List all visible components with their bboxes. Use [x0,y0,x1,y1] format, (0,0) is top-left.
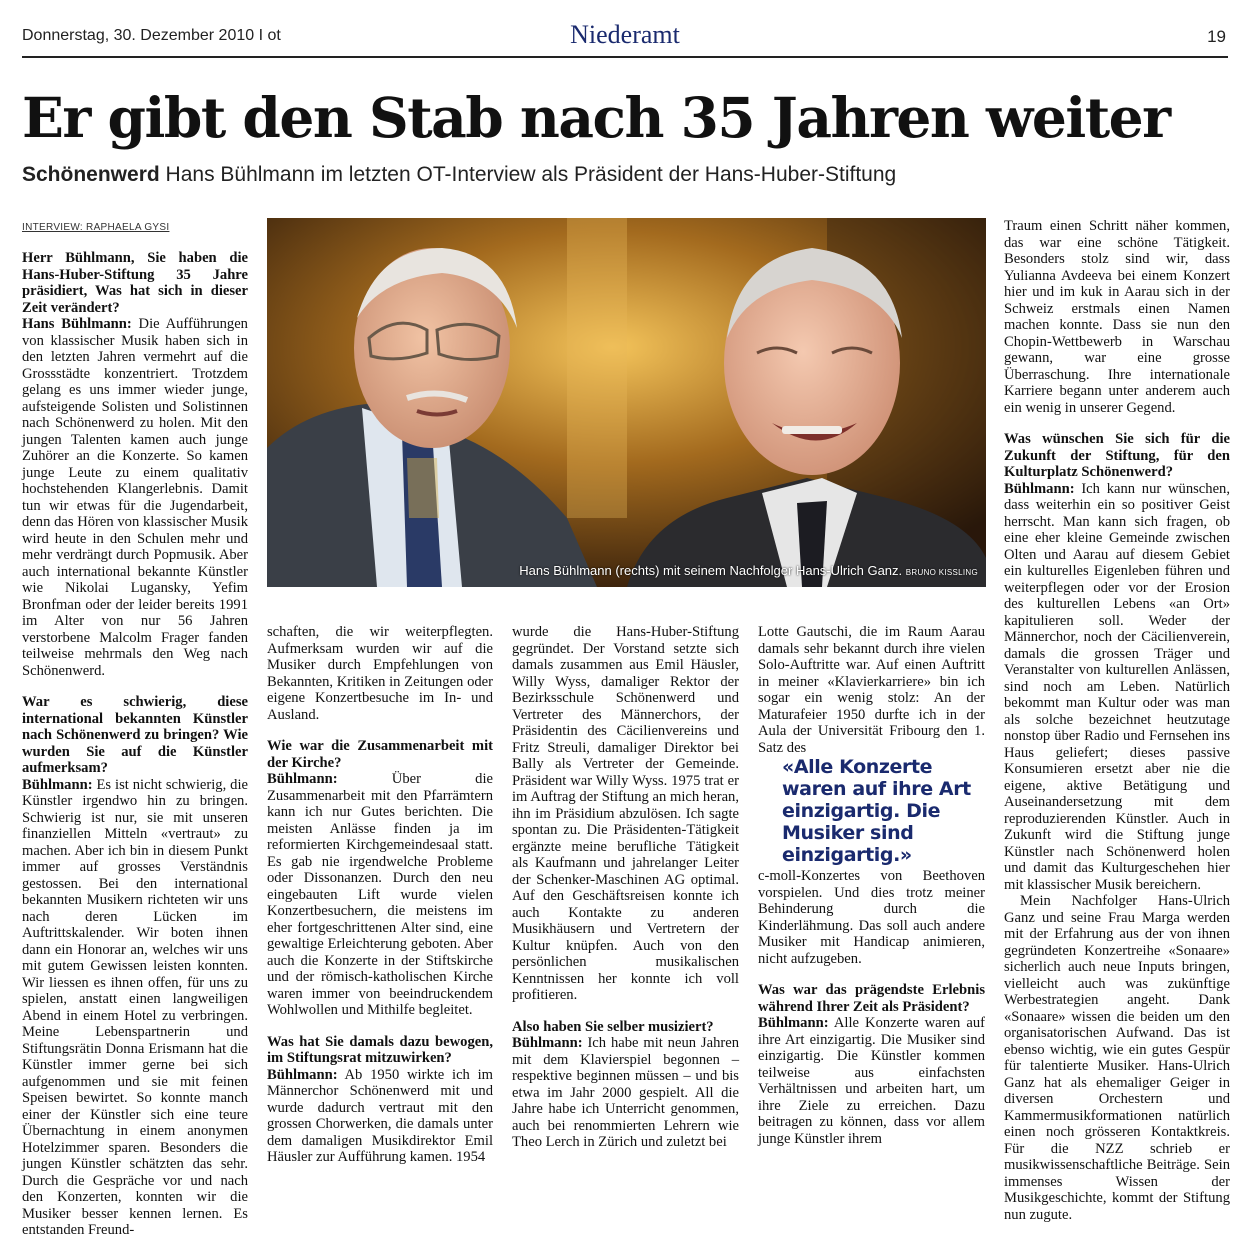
header-rule [22,56,1228,58]
speaker-label: Bühlmann: [758,1015,829,1031]
interview-answer [1004,481,1230,894]
interview-answer [267,1067,493,1166]
subhead [22,163,896,187]
photo-caption-bar [267,556,986,586]
answer-text: Ich habe mit neun Jahren mit dem Klavierspiel begonnen – respektive beginnen müssen – und bis etwa im Jahr 2000 gespielt. All die Jahre habe ich Unterricht genommen, auch bei renommierten Lehrern wie Theo Lerch in Zürich und zuletzt bei [512,1035,739,1150]
page-number: 19 [1207,27,1226,46]
column-3 [512,624,739,1151]
speaker-label: Bühlmann: [267,771,338,787]
interview-question: Was war das prägendste Erlebnis während Ihrer Zeit als Präsident? [758,982,985,1015]
answer-text: Ich kann nur wünschen, dass weiterhin ein so positiver Geist herrscht. Man kann sich fragen, ob eine eher kleine Gemeinde zwischen Olten und Aarau auf diesem Gebiet ein kulturelles Eigenleben führen und weiterpflegen oder vor der Erosion des kulturellen Lebens «an Ort» kapitulieren soll. Weder der Männerchor, noch der Cäcilienverein, damals die grossen Träger und Veranstalter von kulturellen Anlässen, sind noch am Leben. Natürlich bekommt man Kultur oder was man als solche bezeichnet heutzutage nonstop über Radio und Fernsehen ins Haus geliefert; dieses passive Konsumieren ersetzt aber nie die eigene, aktive Betätigung und Auseinandersetzung mit dem reproduzierenden Künstler. Auch in Zukunft wird die Stiftung junge Künstler nach Schönenwerd holen und damit das Kulturgeschehen hier mit klassischer Musik bereichern. [1004,480,1230,893]
answer-text: Über die Zusammenarbeit mit den Pfarrämtern kann ich nur Gutes berichten. Die meisten Anlässe finden ja im reformierten Kirchgemeindesaal statt. Es gab nie irgendwelche Probleme oder Dissonanzen. Durch den neu eingebauten Lift wurde vielen Konzertbesuchern, die meistens im eher fortgeschrittenen Alter sind, eine gewaltige Erleichterung geboten. Aber auch die Konzerte in der Stiftskirche und der römisch-katholischen Kirche waren immer von beeindruckendem Wohlwollen und Mithilfe begleitet. [267,771,493,1018]
photo-credit: BRUNO KISSLING [905,568,978,577]
speaker-label: Bühlmann: [22,776,93,793]
pull-quote: «Alle Konzerte waren auf ihre Art einzigartig. Die Musiker sind einzigartig.» [782,756,971,866]
interview-question: Was wünschen Sie sich für die Zukunft der Stiftung, für den Kulturplatz Schönenwerd? [1004,431,1230,480]
answer-text: Die Aufführungen von klassischer Musik haben sich in den letzten Jahren vermehrt auf die Grossstädte konzentriert. Trotzdem gelang es uns immer wieder junge, aufsteigende Solisten und Solistinnen nach Schönenwerd zu holen. Mit den jungen Talenten kamen auch junge Zuhörer an die Konzerte. So kamen junge Leute zu einem qualitativ hochstehenden Klangerlebnis. Damit tun wir etwas für die Jugendarbeit, denn das Hören von klassischer Musik wird heute in den Schulen mehr und mehr verdrängt durch Popmusik. Aber auch international bekannte Künstler wie Nikolai Lugansky, Yefim Bronfman oder der leider bereits 1991 im Alter von nur 56 Jahren verstorbene Malcolm Frager fanden teilweise mehrmals den Weg nach Schönenwerd. [22,316,248,679]
body-paragraph: c-moll-Konzertes von Beethoven vorspielen. Und dies trotz meiner Behinderung durch die Kinderlähmung. Das soll auch andere Musiker mit Handicap animieren, nicht aufzugeben. [758,868,985,967]
column-4-top [758,624,985,756]
answer-text: Es ist nicht schwierig, die Künstler irgendwo hin zu bringen. Schwierig ist nur, sie mit unseren finanziellen Mitteln «vertraut» zu machen. Aber ich bin in diesem Punkt immer auf grosses Verständnis gestossen. Bei den international bekannten Musikern richteten wir uns nach deren Lücken im Auftrittskalender. Wir boten ihnen dann ein Honorar an, welches wir uns mit gutem Gewissen leisten konnten. Wir liessen es ihnen offen, für uns zu spielen, anstatt einen langweiligen Abend in einem Hotel zu verbringen. Meine Lebenspartnerin und Stiftungsrätin Donna Erismann hat die Künstler immer gerne bei sich aufgenommen und sie mit feinen Speisen bewirtet. So konnte manch einer der Künstler sich eine teure Übernachtung in einem anonymen Hotelzimmer sparen. Besonders die jungen Künstler schätzten das sehr. Durch die Gespräche vor und nach den Konzerten, konnten wir die Musiker besser kennen lernen. Es entstanden Freund- [22,776,248,1238]
answer-text: Ab 1950 wirkte ich im Männerchor Schönenwerd mit und wurde dadurch vertraut mit den grossen Chorwerken, die damals unter dem damaligen Musikdirektor Emil Häusler zur Aufführung kamen. 1954 [267,1066,493,1165]
body-paragraph: schaften, die wir weiterpflegten. Aufmerksam wurden wir auf die Musiker durch Empfehlungen von Bekannten, Kritiken in Zeitungen oder eigene Konzertbesuche im In- und Ausland. [267,624,493,723]
speaker-label: Bühlmann: [267,1066,338,1083]
caption-text: Hans Bühlmann (rechts) mit seinem Nachfolger Hans-Ulrich Ganz. [519,563,903,578]
interview-question: War es schwierig, diese international bekannten Künstler nach Schönenwerd zu bringen? Wie wurden Sie auf die Künstler aufmerksam? [22,694,248,776]
subhead-text: Hans Bühlmann im letzten OT-Interview als Präsident der Hans-Huber-Stiftung [165,163,897,186]
column-1 [22,250,248,1239]
interview-answer [22,316,248,679]
header-date: Donnerstag, 30. Dezember 2010 I ot [22,27,281,44]
speaker-label: Hans Bühlmann: [22,316,132,332]
speaker-label: Bühlmann: [1004,480,1075,497]
article-photo [267,218,986,587]
answer-text: Alle Konzerte waren auf ihre Art einzigartig. Die Musiker sind einzigartig. Die Künstler kommen teilweise aus einfachsten Verhältnissen und arbeiten hart, um ihre Ziele zu erreichen. Dazu beitragen zu können, dass vor allem junge Künstler ihrem [758,1015,985,1147]
interview-answer [512,1035,739,1151]
photo-caption [519,563,978,578]
interview-question: Also haben Sie selber musiziert? [512,1018,714,1035]
headline: Er gibt den Stab nach 35 Jahren weiter [22,85,1170,150]
dateline: Schönenwerd [22,163,160,186]
interview-question: Wie war die Zusammenarbeit mit der Kirche? [267,738,493,771]
body-paragraph: Traum einen Schritt näher kommen, das war eine schöne Tätigkeit. Besonders stolz sind wir, dass Yulianna Avdeeva bei einem Konzert hier und im kuk in Aarau sich in der Schweiz erstmals einen Namen machen konnte. Dass sie nun den Chopin-Wettbewerb in Warschau gewann, war eine grosse Überraschung. Ihre internationale Karriere begann unter anderem auch ein wenig in unserer Gegend. [1004,218,1230,416]
body-paragraph: wurde die Hans-Huber-Stiftung gegründet. Der Vorstand setzte sich damals zusammen aus Emil Häusler, Willy Wyss, damaliger Rektor der Bezirksschule Schönenwerd und Vertreter des Männerchors, der Präsidentin des Cäcilienvereins und Fritz Streuli, damaliger Direktor bei Bally als Vertreter der Gemeinde. Präsident war Willy Wyss. 1975 trat er im Auftrag der Stiftung an mich heran, ihn im Präsidium abzulösen. Ich sagte spontan zu. Die Präsidenten-Tätigkeit ergänzte meine berufliche Tätigkeit als Kaufmann und jahrelanger Leiter der Schenker-Maschinen AG optimal. Auf den Geschäftsreisen konnte ich auch Kontakte zu anderen Musikhäusern und Vertretern der Kultur knüpfen. Auch von den persönlichen musikalischen Kenntnissen her konnte ich voll profitieren. [512,624,739,1003]
column-2 [267,624,493,1166]
column-4-bottom [758,868,985,1147]
speaker-label: Bühlmann: [512,1035,583,1051]
interview-answer [267,771,493,1019]
body-paragraph: Lotte Gautschi, die im Raum Aarau damals sehr bekannt durch ihre vielen Solo-Auftritte war. Auf einen Auftritt in meiner «Klavierkarriere» bin ich sogar ein wenig stolz: An der Maturafeier 1950 durfte ich in der Aula der Universität Fribourg den 1. Satz des [758,624,985,756]
interview-answer [22,777,248,1239]
column-5 [1004,218,1230,1223]
interview-answer [758,1015,985,1147]
section-title: Niederamt [570,20,680,49]
body-paragraph: Mein Nachfolger Hans-Ulrich Ganz und seine Frau Marga werden mit der Erfahrung aus der von ihnen gegründeten Konzertreihe «Sonaare» sicherlich auch neue Inputs bringen, vielleicht auch was zukünftige Werbestrategien angeht. Dank «Sonaare» wissen die beiden um den organisatorischen Aufwand. Das ist ebenso wichtig, wie ein gutes Gespür für talentierte Musiker. Hans-Ulrich Ganz hat als ehemaliger Geiger in diversen Orchestern und Kammermusikformationen natürlich einen noch grösseren Kontaktkreis. Für die NZZ schrieb er musikwissenschaftliche Beiträge. Sein immenses Wissen der Musikgeschichte, kommt der Stiftung nun zugute. [1004,893,1230,1223]
interview-question: Was hat Sie damals dazu bewogen, im Stiftungsrat mitzuwirken? [267,1033,493,1066]
interview-question: Herr Bühlmann, Sie haben die Hans-Huber-Stiftung 35 Jahre präsidiert, Was hat sich in dieser Zeit verändert? [22,250,248,316]
interview-credit: INTERVIEW: RAPHAELA GYSI [22,222,170,233]
